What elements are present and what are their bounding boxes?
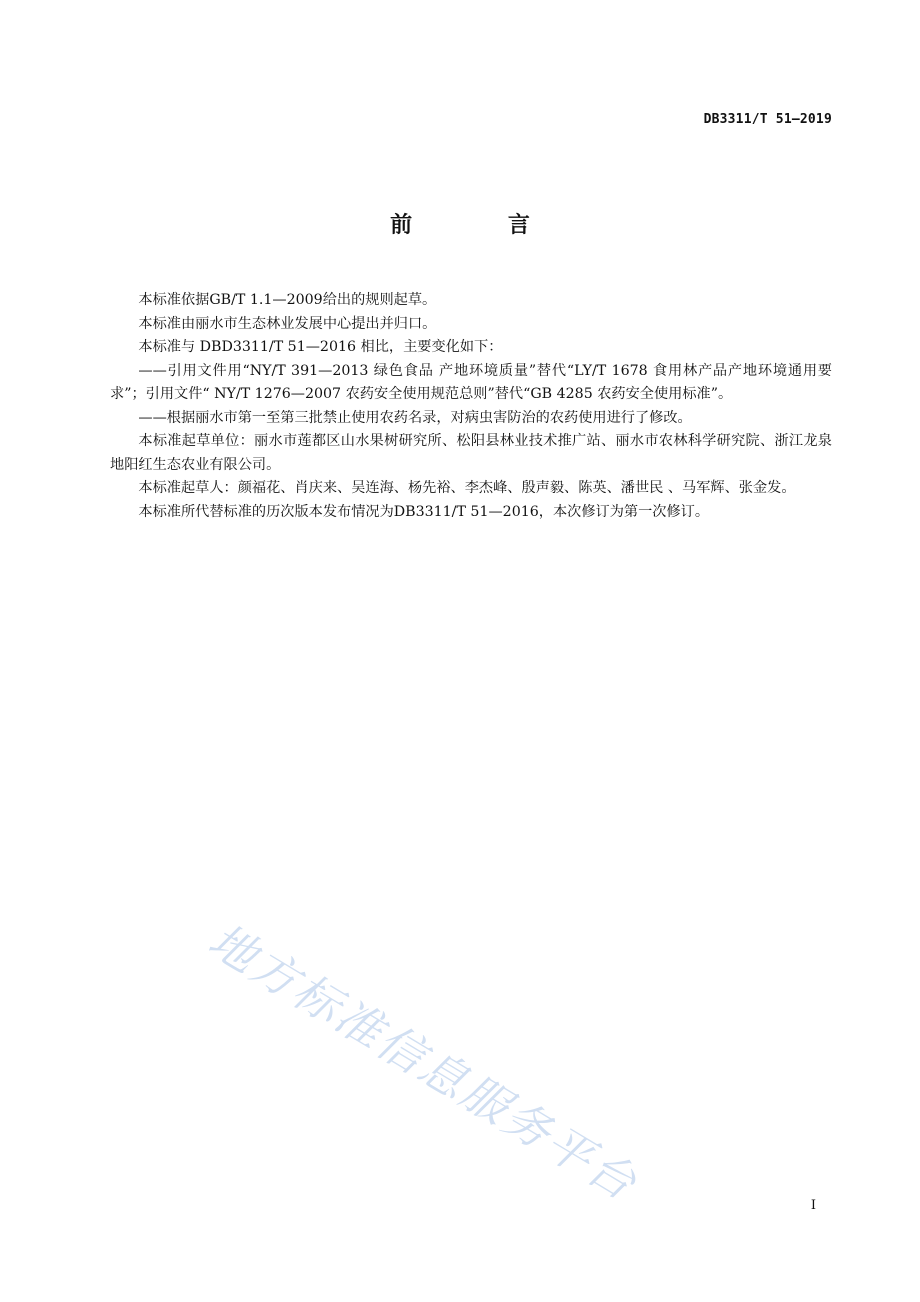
watermark: 地方标准信息服务平台 [199,912,648,1212]
paragraph-proposer: 本标准由丽水市生态林业发展中心提出并归口。 [138,315,437,332]
paragraph-version-history: 本标准所代替标准的历次版本发布情况为DB3311/T 51—2016，本次修订为第一次修订。 [138,503,710,520]
paragraph-drafting-units: 本标准起草单位：丽水市莲都区山水果树研究所、松阳县林业技术推广站、丽水市农林科学研究院、浙江龙泉地阳红生态农业有限公司。 [110,433,832,473]
paragraph-change-references: ——引用文件用“NY/T 391—2013 绿色食品 产地环境质量”替代“LY/T 1678 食用林产品产地环境通用要求”；引用文件“ NY/T 1276—2007 农药安全使用规范总则”替代“GB 4285 农药安全使用标准”。 [110,362,832,402]
paragraph-changes-intro: 本标准与 DBD3311/T 51—2016 相比，主要变化如下： [138,339,503,355]
document-code: DB3311/T 51—2019 [703,112,832,127]
page-number: I [810,1198,816,1213]
preface-body [110,289,832,524]
paragraph-drafters: 本标准起草人：颜福花、肖庆来、吴连海、杨先裕、李杰峰、殷声毅、陈英、潘世民 、马军辉、张金发。 [138,480,796,496]
page-title: 前 言 [390,213,574,238]
paragraph-change-pesticides: ——根据丽水市第一至第三批禁止使用农药名录，对病虫害防治的农药使用进行了修改。 [138,409,692,426]
paragraph-drafting-rule: 本标准依据GB/T 1.1—2009给出的规则起草。 [138,292,437,308]
